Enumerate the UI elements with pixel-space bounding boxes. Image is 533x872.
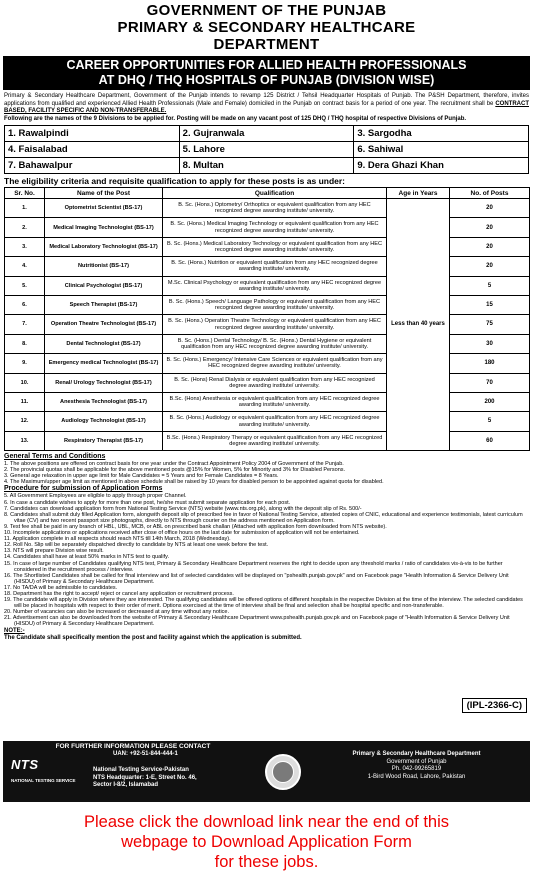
table-row	[5, 412, 530, 431]
row-qualification: B. Sc. (Hons.) Medical Imaging Technology or equivalent qualification from any HEC recognized degree awarding institute/ university.	[163, 218, 387, 237]
col-header-qualification: Qualification	[163, 188, 387, 199]
download-line-1: Please click the download link near the end of this	[83, 813, 450, 831]
row-post-name: Dental Technologist (BS-17)	[45, 334, 163, 353]
row-post-name: Respiratory Therapist (BS-17)	[45, 431, 163, 450]
table-row	[5, 392, 530, 411]
further-info: FOR FURTHER INFORMATION PLEASE CONTACT	[55, 743, 211, 750]
footer-department	[303, 741, 530, 802]
general-terms-heading: General Terms and Conditions	[4, 453, 106, 461]
row-no-of-posts: 200	[450, 392, 530, 411]
division-cell: 1. Rawalpindi	[5, 126, 180, 142]
list-item: 19. The candidate will apply in Division where they are interested. The qualifying candidates will be offered options of different hospitals in the respective Division at the time of the interview. The selected candidates will be placed in hospitals with respect to their order of merit. Options exercised at the time of interview shall be final and selection shall be hospital specific and non-transferable.	[4, 597, 523, 610]
row-sr-no: 6.	[5, 295, 45, 314]
row-qualification: B. Sc. (Hons.) Speech/ Language Pathology or equivalent qualification from any HEC recognized degree awarding institute/ university.	[163, 295, 387, 314]
nts-address	[93, 767, 258, 790]
row-no-of-posts: 60	[450, 431, 530, 450]
table-row	[5, 431, 530, 450]
download-notice	[0, 812, 533, 872]
eligibility-heading: The eligibility criteria and requisite qualification to apply for these posts is as under:	[4, 176, 346, 187]
intro-text	[4, 93, 529, 123]
list-item: 11. Application complete in all respects should reach NTS till 14th March, 2018 (Wednesday).	[4, 536, 231, 543]
note-label: NOTE:-	[4, 627, 25, 634]
division-cell: 7. Bahawalpur	[5, 158, 180, 174]
header-line-1: GOVERNMENT OF THE PUNJAB	[146, 2, 387, 19]
row-sr-no: 8.	[5, 334, 45, 353]
row-post-name: Clinical Psychologist (BS-17)	[45, 276, 163, 295]
ipl-code: (IPL-2366-C)	[462, 698, 527, 713]
row-no-of-posts: 20	[450, 218, 530, 237]
division-cell: 6. Sahiwal	[354, 142, 529, 158]
punjab-seal-icon	[265, 754, 301, 790]
col-header-age: Age in Years	[387, 188, 450, 199]
list-item: 14. Candidates shall have at least 50% marks in NTS test to qualify.	[4, 554, 169, 561]
row-qualification: M.Sc. Clinical Psychology or equivalent qualification from any HEC recognized degree awarding institute/ university.	[163, 276, 387, 295]
row-no-of-posts: 180	[450, 354, 530, 373]
list-item: 18. Department has the right to accept/ reject or cancel any application or recruitment process.	[4, 590, 234, 597]
govt-seal	[263, 741, 303, 802]
list-item: 12. Roll No. Slip will be separately dispatched directly to candidate by NTS at least one week before the test.	[4, 542, 269, 549]
age-limit: Less than 40 years	[387, 199, 450, 451]
list-item: 16. The Shortlisted Candidates shall be called for final interview and list of selected candidates will be displayed on "pshealth.punjab.gov.pk" and on Facebook page "Health Information & Service Delivery Unit (HISDU) of Primary & Secondary Healthcare Department.	[4, 572, 509, 585]
table-row	[5, 295, 530, 314]
table-row	[5, 373, 530, 392]
row-no-of-posts: 75	[450, 315, 530, 334]
list-item: 5. All Government Employees are eligible to apply through proper Channel.	[4, 493, 187, 500]
intro-p1a: Primary & Secondary Healthcare Department, Government of the Punjab intends to revamp 125 District / Tehsil Headquarter Hospitals of Punjab. The P&SH Department, therefore, invites applications from qualified and experienced Allied Health Professionals (Male and Female) domiciled in the Punjab on contract basis for a period of one year. The recruitment shall be	[4, 93, 529, 107]
row-sr-no: 1.	[5, 199, 45, 218]
posts-body	[5, 199, 530, 451]
govt-name: Government of Punjab	[386, 758, 447, 765]
download-line-2: webpage to Download Application Form	[121, 833, 412, 851]
dept-address: 1-Bird Wood Road, Lahore, Pakistan	[367, 773, 466, 780]
row-sr-no: 4.	[5, 257, 45, 276]
row-post-name: Operation Theatre Technologist (BS-17)	[45, 315, 163, 334]
table-row	[5, 315, 530, 334]
row-no-of-posts: 20	[450, 199, 530, 218]
row-qualification: B. Sc. (Hons.) Audiology or equivalent qualification from any HEC recognized degree awarding institute/ university.	[163, 412, 387, 431]
divisions-table	[4, 125, 529, 174]
row-sr-no: 2.	[5, 218, 45, 237]
row-sr-no: 12.	[5, 412, 45, 431]
row-no-of-posts: 20	[450, 257, 530, 276]
row-no-of-posts: 15	[450, 295, 530, 314]
procedure-heading: Procedure for submission of Application Forms	[4, 485, 163, 493]
table-row	[5, 334, 530, 353]
row-no-of-posts: 5	[450, 276, 530, 295]
list-item: 3. General age relaxation in upper age limit for Male Candidates = 5 Years and for Female Candidates = 8 Years.	[4, 473, 279, 480]
row-qualification: B.Sc. (Hons) Anesthesia or equivalent qualification from any HEC recognized degree awarding institute/ university.	[163, 392, 387, 411]
list-item: 8. Candidates shall submit duly filled Application form, alongwith deposit slip of prescribed fee in favor of National Testing Service, attested copies of CNIC, educational and experience testimonials, latest curriculum vitae (CV) and two recent passport size photographs, directly to NTS through courier on the address mentioned on Application form.	[4, 511, 523, 524]
row-post-name: Audiology Technologist (BS-17)	[45, 412, 163, 431]
list-item: 20. Number of vacancies can also be increased or decreased at any time without any notice.	[4, 609, 230, 616]
nts-sector: Sector I-8/2, Islamabad	[93, 782, 159, 788]
download-line-3: for these jobs.	[214, 853, 319, 871]
division-cell: 4. Faisalabad	[5, 142, 180, 158]
list-item: 9. Test fee shall be paid in any branch of HBL, UBL, MCB, or ABL on prescribed bank challan (Attached with application form downloaded from NTS website).	[4, 523, 387, 530]
general-terms-list	[4, 461, 529, 485]
header-line-3: DEPARTMENT	[213, 35, 320, 53]
procedure-list	[4, 493, 529, 627]
row-no-of-posts: 5	[450, 412, 530, 431]
row-sr-no: 10.	[5, 373, 45, 392]
row-qualification: B. Sc. (Hons.) Operation Theatre Technology or equivalent qualification from any HEC recognized degree awarding institute/ university.	[163, 315, 387, 334]
footer	[3, 741, 530, 802]
list-item: 10. Incomplete applications or applications received after close of office hours on the last date for submission of application will not be entertained.	[4, 530, 360, 537]
list-item: 13. NTS will prepare Division wise result.	[4, 548, 104, 555]
dept-name: Primary & Secondary Healthcare Department	[352, 751, 481, 757]
table-row	[5, 276, 530, 295]
table-row	[5, 237, 530, 256]
row-sr-no: 9.	[5, 354, 45, 373]
intro-paragraph-2: Following are the names of the 9 Divisions to be applied for. Posting will be made on any vacant post of 125 DHQ / THQ hospital of respective Divisions of Punjab.	[4, 115, 467, 122]
note-section	[4, 628, 529, 642]
nts-name: National Testing Service-Pakistan	[93, 767, 189, 773]
banner-line-2: AT DHQ / THQ HOSPITALS OF PUNJAB (DIVISION WISE)	[98, 73, 435, 88]
row-post-name: Renal/ Urology Technologist (BS-17)	[45, 373, 163, 392]
header-line-2: PRIMARY & SECONDARY HEALTHCARE	[117, 18, 416, 36]
list-item: 15. In case of large number of Candidates qualifying NTS test, Primary & Secondary Healthcare Department reserves the right to decide upon any threshold marks / ratio of candidates vis-à-vis to be further considered in the recruitment process / interview.	[4, 560, 503, 573]
row-post-name: Medical Imaging Technologist (BS-17)	[45, 218, 163, 237]
col-header-post: Name of the Post	[45, 188, 163, 199]
row-no-of-posts: 30	[450, 334, 530, 353]
intro-paragraph-1	[4, 93, 529, 115]
row-sr-no: 13.	[5, 431, 45, 450]
career-banner	[3, 56, 530, 90]
row-qualification: B. Sc. (Hons.) Nutrition or equivalent qualification from any HEC recognized degree awarding institute/ university.	[163, 257, 387, 276]
row-post-name: Emergency medical Technologist (BS-17)	[45, 354, 163, 373]
row-no-of-posts: 20	[450, 237, 530, 256]
row-sr-no: 5.	[5, 276, 45, 295]
row-post-name: Medical Laboratory Technologist (BS-17)	[45, 237, 163, 256]
row-sr-no: 7.	[5, 315, 45, 334]
division-cell: 8. Multan	[179, 158, 354, 174]
col-header-sr: Sr. No.	[5, 188, 45, 199]
row-qualification: B. Sc. (Hons.) Optometry/ Orthoptics or equivalent qualification from any HEC recognized degree awarding institute/ university.	[163, 199, 387, 218]
list-item: 4. The Maximum/upper age limit as mentioned in above schedule shall be raised by 10 years for disabled person to be appointed against quota for disabled.	[4, 479, 384, 486]
row-sr-no: 11.	[5, 392, 45, 411]
division-cell: 2. Gujranwala	[179, 126, 354, 142]
posts-table	[4, 187, 530, 451]
header	[0, 0, 533, 53]
row-post-name: Anesthesia Technologist (BS-17)	[45, 392, 163, 411]
footer-contact	[3, 741, 263, 802]
nts-logo: NTS	[11, 757, 39, 772]
list-item: 21. Advertisement can also be downloaded from the website of Primary & Secondary Healthcare Department www.pshealth.punjab.gov.pk and on Facebook page of "Health Information & Service Delivery Unit (HISDU) of Primary & Secondary Healthcare Department.	[4, 615, 510, 628]
list-item: 2. The provincial quotas shall be applicable for the above mentioned posts @15% for Women, 5% for Minority and 3% for Disabled Persons.	[4, 467, 346, 474]
nts-logo-sub: NATIONAL TESTING SERVICE	[11, 778, 76, 783]
dept-phone: Ph. 042-99265819	[391, 766, 442, 773]
table-row	[5, 354, 530, 373]
list-item: 17. No TA/DA will be admissible to candidates.	[4, 584, 118, 591]
row-qualification: B. Sc. (Hons) Renal Dialysis or equivalent qualification from any HEC recognized degree awarding institute/ university.	[163, 373, 387, 392]
list-item: 7. Candidates can download application form from National Testing Service (NTS) website (www.nts.org.pk), along with the deposit slip of Rs. 500/-	[4, 505, 362, 512]
row-qualification: B. Sc. (Hons.) Emergency/ Intensive Care Sciences or equivalent qualification from any HEC recognized degree awarding institute/ university.	[163, 354, 387, 373]
row-sr-no: 3.	[5, 237, 45, 256]
table-row	[5, 257, 530, 276]
intro-p1b: CONTRACT BASED, FACILITY SPECIFIC AND NON-TRANSFERABLE.	[4, 100, 529, 115]
row-post-name: Nutritionist (BS-17)	[45, 257, 163, 276]
table-row	[5, 199, 530, 218]
row-qualification: B. Sc. (Hons.) Medical Laboratory Technology or equivalent qualification from any HEC recognized degree awarding institute/ university.	[163, 237, 387, 256]
row-no-of-posts: 70	[450, 373, 530, 392]
division-cell: 9. Dera Ghazi Khan	[354, 158, 529, 174]
uan-number: UAN: +92-51-844-444-1	[113, 751, 178, 757]
table-row	[5, 218, 530, 237]
col-header-posts: No. of Posts	[450, 188, 530, 199]
row-qualification: B. Sc. (Hons.) Dental Technology/ B. Sc. (Hons.) Dental Hygiene or equivalent qualification from any HEC recognized degree awarding institute/ university.	[163, 334, 387, 353]
posts-header-row	[5, 188, 530, 199]
division-cell: 5. Lahore	[179, 142, 354, 158]
list-item: 6. In case a candidate wishes to apply for more than one post, he/she must submit separate application for each post.	[4, 499, 291, 506]
list-item: 1. The above positions are offered on contract basis for one year under the Contract Appointment Policy 2004 of Government of the Punjab.	[4, 461, 344, 468]
note-text: The Candidate shall specifically mention the post and facility against which the application is submitted.	[4, 634, 302, 641]
row-post-name: Optometrist Scientist (BS-17)	[45, 199, 163, 218]
division-cell: 3. Sargodha	[354, 126, 529, 142]
row-post-name: Speech Therapist (BS-17)	[45, 295, 163, 314]
row-qualification: B.Sc. (Hons.) Respiratory Therapy or equivalent qualification from any HEC recognized degree awarding institute/ university.	[163, 431, 387, 450]
banner-line-1: CAREER OPPORTUNITIES FOR ALLIED HEALTH PROFESSIONALS	[66, 58, 467, 73]
nts-hq: NTS Headquarter: 1-E, Street No. 46,	[93, 774, 197, 781]
